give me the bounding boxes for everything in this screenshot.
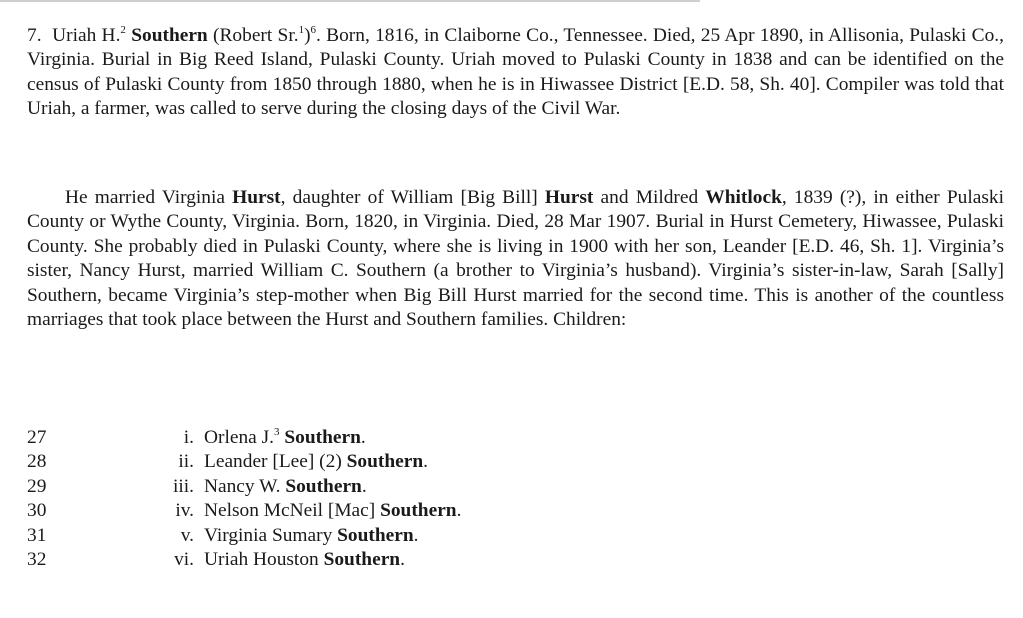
child-number: 31 — [27, 524, 47, 546]
child-name — [204, 426, 366, 450]
entry-given-name: Uriah H. — [52, 25, 121, 46]
child-row — [0, 450, 1023, 474]
child-generation: 3 — [274, 425, 280, 438]
entry-surname: Southern — [131, 25, 208, 46]
spouse-text-2: , daughter of William [Big Bill] — [280, 187, 545, 208]
child-roman-numeral: iv. — [175, 500, 194, 522]
child-surname: Southern — [284, 427, 361, 448]
child-name — [204, 475, 367, 499]
child-roman-numeral: ii. — [178, 451, 194, 473]
entry-parent-close: ) — [304, 25, 311, 46]
child-given-name: Uriah Houston — [204, 548, 324, 570]
entry-paragraph — [27, 24, 1004, 122]
child-number: 28 — [27, 451, 47, 473]
entry-reference: 6 — [310, 23, 317, 36]
child-given-name: Nancy W. — [204, 475, 286, 497]
child-given-name: Leander [Lee] (2) — [204, 451, 347, 473]
child-surname: Southern — [337, 524, 414, 546]
child-roman-numeral: v. — [180, 524, 194, 546]
child-row — [0, 499, 1023, 523]
child-row — [0, 426, 1023, 450]
spouse-paragraph — [27, 186, 1004, 332]
entry-parent-generation: 1 — [298, 23, 305, 36]
child-row — [0, 548, 1023, 572]
entry-number: 7. — [27, 25, 42, 46]
child-number: 29 — [27, 475, 47, 497]
child-end-punct: . — [361, 475, 367, 497]
child-name — [204, 450, 428, 474]
child-name — [204, 524, 419, 548]
spouse-text-4: , 1839 (?), in either Pulaski County or Wythe County, Virginia. Born, 1820, in Virginia. Died, 28 Mar 1907. Burial in Hurst Cemetery, Hiwassee, Pulaski County. She probably died in Pulaski County, where she is living in 1900 with her son, Leander [E.D. 46, Sh. 1]. Virginia’s sister, Nancy Hurst, married William C. Southern (a brother to Virginia’s husband). Virginia’s sister-in-law, Sarah [Sally] Southern, became Virginia’s step-mother when Big Bill Hurst married for the second time. This is another of the countless marriages that took place between the Hurst and Southern families. Children: — [27, 187, 1005, 331]
entry-text: . Born, 1816, in Claiborne Co., Tennessee. Died, 25 Apr 1890, in Allisonia, Pulaski Co., Virginia. Burial in Big Reed Island, Pulaski County. Uriah moved to Pulaski County in 1838 and can be identified on the census of Pulaski County from 1850 through 1880, when he is in Hiwassee District [E.D. 58, Sh. 40]. Compiler was told that Uriah, a farmer, was called to serve during the closing days of the Civil War. — [27, 25, 1004, 120]
child-surname: Southern — [285, 475, 362, 497]
child-end-punct: . — [413, 524, 419, 546]
child-end-punct: . — [400, 548, 405, 570]
spouse-text-3: and Mildred — [593, 187, 706, 208]
child-surname: Southern — [380, 500, 457, 522]
child-number: 30 — [27, 500, 47, 522]
child-given-name: Orlena J. — [204, 427, 274, 448]
child-roman-numeral: vi. — [174, 548, 194, 570]
top-divider — [0, 0, 700, 2]
child-roman-numeral: iii. — [172, 475, 194, 497]
mother-surname: Whitlock — [705, 187, 782, 208]
child-name — [204, 499, 461, 523]
child-given-name: Nelson McNeil [Mac] — [204, 500, 381, 522]
spouse-text-1: He married Virginia — [65, 187, 233, 208]
entry-generation: 2 — [120, 23, 126, 36]
child-number: 32 — [27, 548, 47, 570]
child-given-name: Virginia Sumary — [204, 524, 338, 546]
child-row — [0, 524, 1023, 548]
child-surname: Southern — [346, 451, 424, 473]
father-surname: Hurst — [544, 187, 594, 208]
child-row — [0, 475, 1023, 499]
entry-parent: (Robert Sr. — [213, 25, 299, 46]
child-number: 27 — [27, 427, 47, 448]
child-end-punct: . — [423, 451, 429, 473]
children-list — [0, 426, 1023, 572]
child-name — [204, 548, 405, 572]
child-end-punct: . — [360, 427, 366, 448]
child-roman-numeral: i. — [183, 427, 194, 448]
child-surname: Southern — [323, 548, 401, 570]
spouse-surname: Hurst — [232, 187, 281, 208]
child-end-punct: . — [456, 500, 462, 522]
